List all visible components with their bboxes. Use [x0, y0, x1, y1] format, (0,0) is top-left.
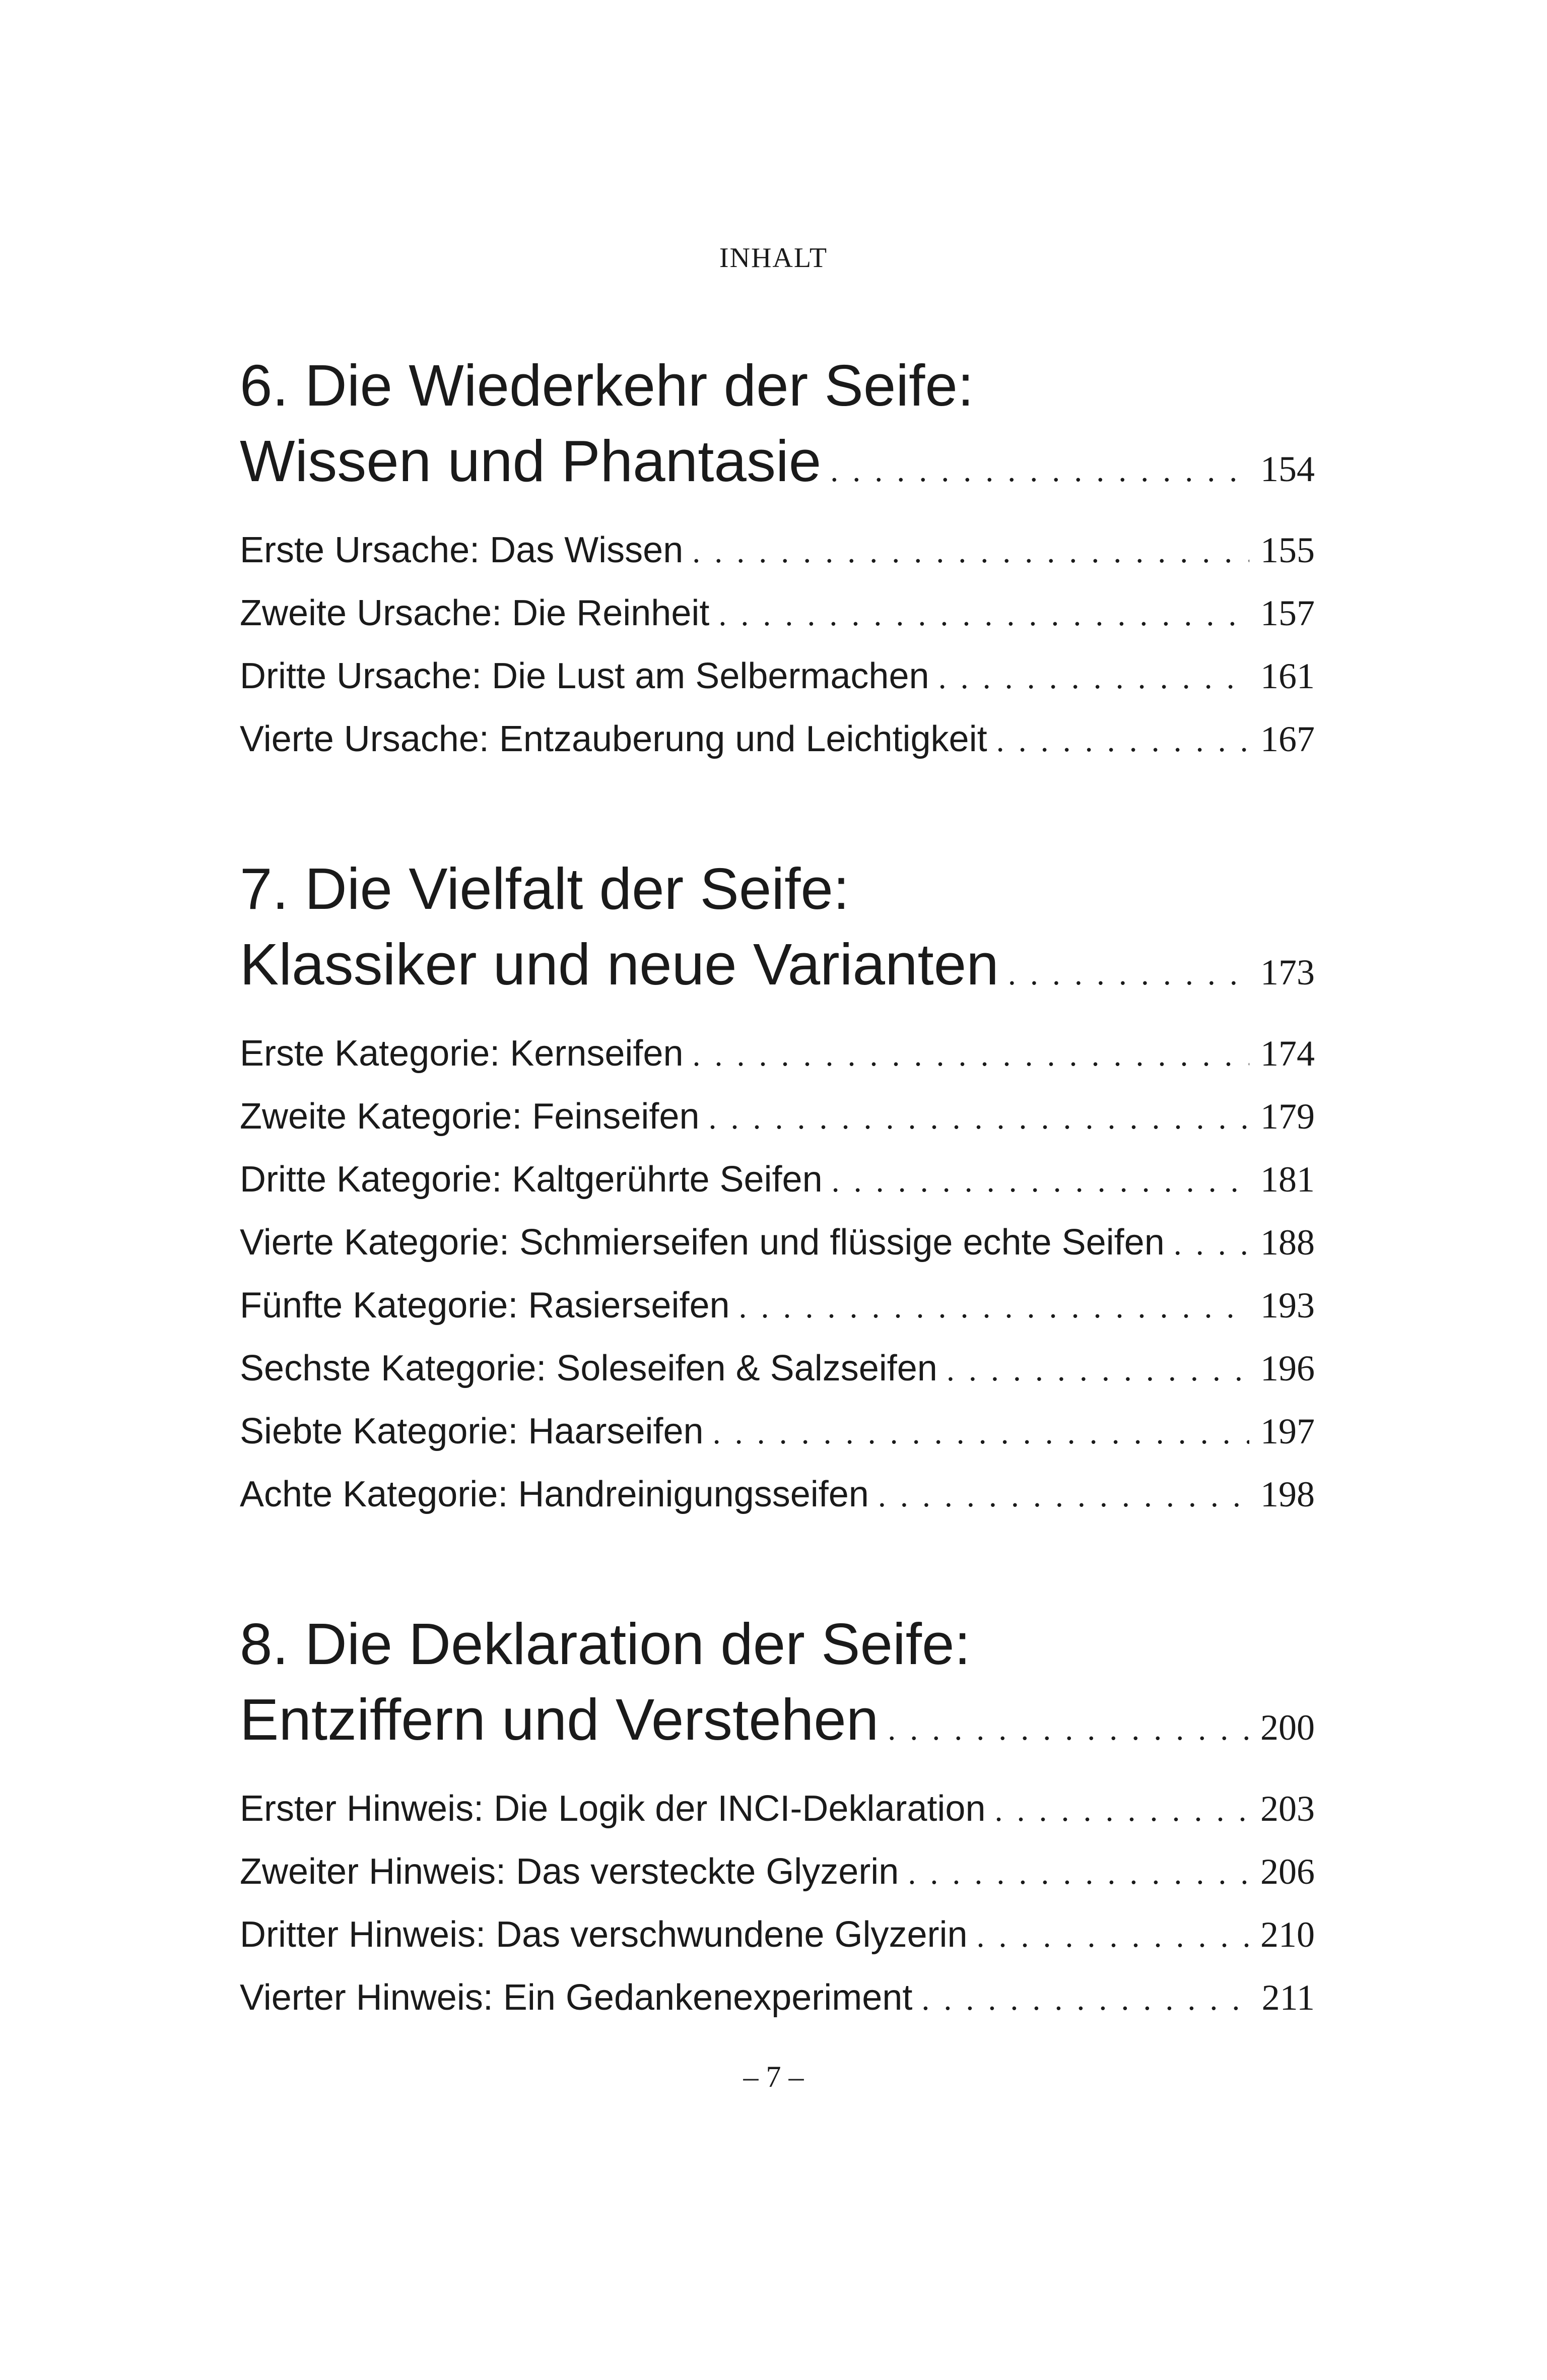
chapter-title-line1: 8. Die Deklaration der Seife: — [240, 1611, 971, 1677]
dot-leader — [730, 1276, 1249, 1338]
dot-leader — [821, 433, 1249, 508]
toc-entry[interactable] — [240, 1275, 1315, 1338]
chapter-title-line2: Klassiker und neue Varianten — [240, 932, 999, 997]
chapter-page-number: 154 — [1260, 449, 1315, 489]
entry-label: Dritte Ursache: Die Lust am Selbermachen — [240, 656, 929, 696]
entry-label: Vierte Ursache: Entzauberung und Leichtigkeit — [240, 719, 987, 759]
entry-label: Erste Kategorie: Kernseifen — [240, 1033, 684, 1074]
chapter-title-row[interactable] — [240, 927, 1315, 1012]
dot-leader — [937, 1339, 1249, 1401]
toc-entry[interactable] — [240, 1841, 1315, 1904]
dot-leader — [986, 1779, 1250, 1841]
running-head: INHALT — [719, 242, 828, 274]
entry-label: Zweiter Hinweis: Das versteckte Glyzerin — [240, 1852, 899, 1892]
dot-leader — [704, 1402, 1249, 1464]
dot-leader — [987, 709, 1249, 771]
chapter-title-line1: 6. Die Wiederkehr der Seife: — [240, 353, 974, 418]
entry-page-number: 155 — [1260, 530, 1315, 570]
toc-entry[interactable] — [240, 1338, 1315, 1401]
entry-label: Erster Hinweis: Die Logik der INCI-Deklaration — [240, 1789, 986, 1829]
entry-page-number: 167 — [1260, 719, 1315, 759]
dot-leader — [929, 646, 1249, 708]
entry-label: Vierte Kategorie: Schmierseifen und flüssige echte Seifen — [240, 1222, 1165, 1263]
entry-page-number: 196 — [1260, 1348, 1315, 1389]
toc-entry[interactable] — [240, 1967, 1315, 2030]
dot-leader — [823, 1150, 1249, 1212]
entry-page-number: 179 — [1260, 1096, 1315, 1137]
chapter-title-row[interactable] — [240, 1682, 1315, 1767]
toc-entry[interactable] — [240, 708, 1315, 771]
toc-chapter-7 — [240, 851, 1315, 1527]
dot-leader — [899, 1842, 1249, 1904]
dot-leader — [684, 1024, 1250, 1086]
entry-page-number: 193 — [1260, 1285, 1315, 1326]
entry-label: Zweite Kategorie: Feinseifen — [240, 1096, 700, 1137]
entry-label: Dritte Kategorie: Kaltgerührte Seifen — [240, 1159, 823, 1200]
chapter-title-line2: Entziffern und Verstehen — [240, 1687, 879, 1752]
page-number-folio: – 7 – — [743, 2060, 804, 2093]
toc-entry[interactable] — [240, 645, 1315, 708]
dot-leader — [912, 1968, 1249, 2030]
toc-entry[interactable] — [240, 1778, 1315, 1841]
entry-label: Siebte Kategorie: Haarseifen — [240, 1411, 704, 1451]
dot-leader — [699, 1087, 1249, 1149]
entry-page-number: 203 — [1260, 1789, 1315, 1829]
dot-leader — [1165, 1213, 1249, 1275]
dot-leader — [869, 1465, 1249, 1527]
chapter-title-row[interactable] — [240, 423, 1315, 508]
toc-entry[interactable] — [240, 1904, 1315, 1967]
table-of-contents — [240, 348, 1315, 2030]
entry-label: Fünfte Kategorie: Rasierseifen — [240, 1285, 730, 1326]
entry-label: Erste Ursache: Das Wissen — [240, 530, 684, 570]
entry-label: Zweite Ursache: Die Reinheit — [240, 593, 710, 633]
entry-page-number: 174 — [1260, 1033, 1315, 1074]
dot-leader — [968, 1905, 1250, 1967]
entry-label: Sechste Kategorie: Soleseifen & Salzseifen — [240, 1348, 937, 1389]
chapter-title-line2: Wissen und Phantasie — [240, 428, 822, 494]
entry-page-number: 210 — [1260, 1914, 1315, 1955]
chapter-page-number: 200 — [1260, 1707, 1315, 1748]
entry-page-number: 211 — [1261, 1977, 1315, 2018]
toc-chapter-8 — [240, 1606, 1315, 2030]
toc-entry[interactable] — [240, 519, 1315, 582]
entry-page-number: 181 — [1260, 1159, 1315, 1200]
dot-leader — [999, 936, 1249, 1012]
entry-label: Vierter Hinweis: Ein Gedankenexperiment — [240, 1977, 913, 2018]
chapter-page-number: 173 — [1260, 952, 1315, 993]
entry-page-number: 206 — [1260, 1852, 1315, 1892]
toc-entry[interactable] — [240, 1023, 1315, 1086]
toc-entry[interactable] — [240, 1212, 1315, 1275]
entry-page-number: 161 — [1260, 656, 1315, 696]
toc-entry[interactable] — [240, 1149, 1315, 1212]
toc-chapter-6 — [240, 348, 1315, 771]
toc-entry[interactable] — [240, 1401, 1315, 1464]
toc-entry[interactable] — [240, 582, 1315, 645]
entry-label: Dritter Hinweis: Das verschwundene Glyzerin — [240, 1914, 968, 1955]
toc-entry[interactable] — [240, 1086, 1315, 1149]
entry-page-number: 188 — [1260, 1222, 1315, 1263]
chapter-title-line1: 7. Die Vielfalt der Seife: — [240, 856, 850, 921]
dot-leader — [683, 520, 1249, 582]
entry-label: Achte Kategorie: Handreinigungsseifen — [240, 1474, 869, 1514]
toc-entry[interactable] — [240, 1464, 1315, 1527]
entry-page-number: 198 — [1260, 1474, 1315, 1514]
entry-page-number: 157 — [1260, 593, 1315, 633]
entry-page-number: 197 — [1260, 1411, 1315, 1451]
dot-leader — [709, 583, 1249, 645]
dot-leader — [879, 1691, 1249, 1767]
